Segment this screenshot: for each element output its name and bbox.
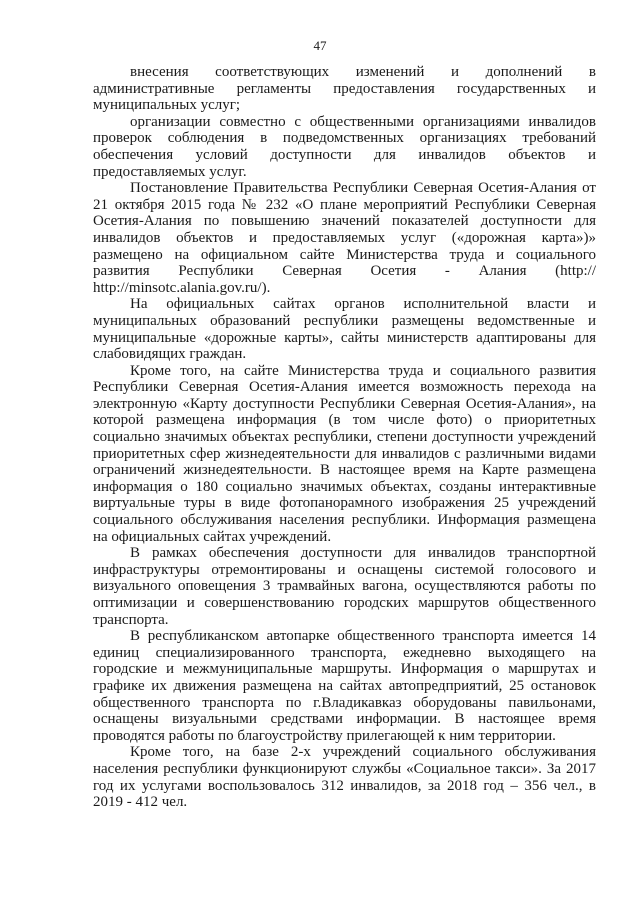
paragraph: В рамках обеспечения доступности для инвалидов транспортной инфраструктуры отремонтированы и оснащены системой голосового и визуального оповещения 3 трамвайных вагона, осуществляются работы по оптимизации и совершенствованию городских маршрутов общественного транспорта.: [93, 545, 596, 628]
paragraph: Постановление Правительства Республики Северная Осетия-Алания от 21 октября 2015 года № 232 «О плане мероприятий Республики Северная Осетия-Алания по повышению значений показателей доступности для инвалидов объектов и предоставляемых услуг («дорожная карта»)» размещено на официальном сайте Министерства труда и социального развития Республики Северная Осетия - Алания (http:// http://minsotc.alania.gov.ru/).: [93, 180, 596, 296]
document-body: [93, 64, 596, 811]
paragraph: В республиканском автопарке общественного транспорта имеется 14 единиц специализированного транспорта, ежедневно выходящего на городские и межмуниципальные маршруты. Информация о маршрутах и графике их движения размещена на сайтах автопредприятий, 25 остановок общественного транспорта по г.Владикавказ оборудованы павильонами, оснащены визуальными средствами информации. В настоящее время проводятся работы по благоустройству прилегающей к ним территории.: [93, 628, 596, 744]
paragraph: внесения соответствующих изменений и дополнений в административные регламенты предоставления государственных и муниципальных услуг;: [93, 64, 596, 114]
page-number: 47: [313, 38, 327, 53]
paragraph: На официальных сайтах органов исполнительной власти и муниципальных образований республики размещены ведомственные и муниципальные «дорожные карты», сайты министерств адаптированы для слабовидящих граждан.: [93, 296, 596, 363]
paragraph: Кроме того, на сайте Министерства труда и социального развития Республики Северная Осетия-Алания имеется возможность перехода на электронную «Карту доступности Республики Северная Осетия-Алания», на которой размещена информация (в том числе фото) о приоритетных социально значимых объектах республики, степени доступности учреждений приоритетных сфер жизнедеятельности для инвалидов с различными видами ограничений жизнедеятельности. В настоящее время на Карте размещена информация о 180 социально значимых объектах, созданы интерактивные виртуальные туры в виде фотопанорамного изображения 25 учреждений социального обслуживания населения республики. Информация размещена на официальных сайтах учреждений.: [93, 362, 596, 545]
paragraph: Кроме того, на базе 2-х учреждений социального обслуживания населения республики функционируют службы «Социальное такси». За 2017 год их услугами воспользовалось 312 инвалидов, за 2018 год – 356 чел., в 2019 - 412 чел.: [93, 744, 596, 811]
paragraph: организации совместно с общественными организациями инвалидов проверок соблюдения в подведомственных организациях требований обеспечения условий доступности для инвалидов объектов и предоставляемых услуг.: [93, 113, 596, 180]
